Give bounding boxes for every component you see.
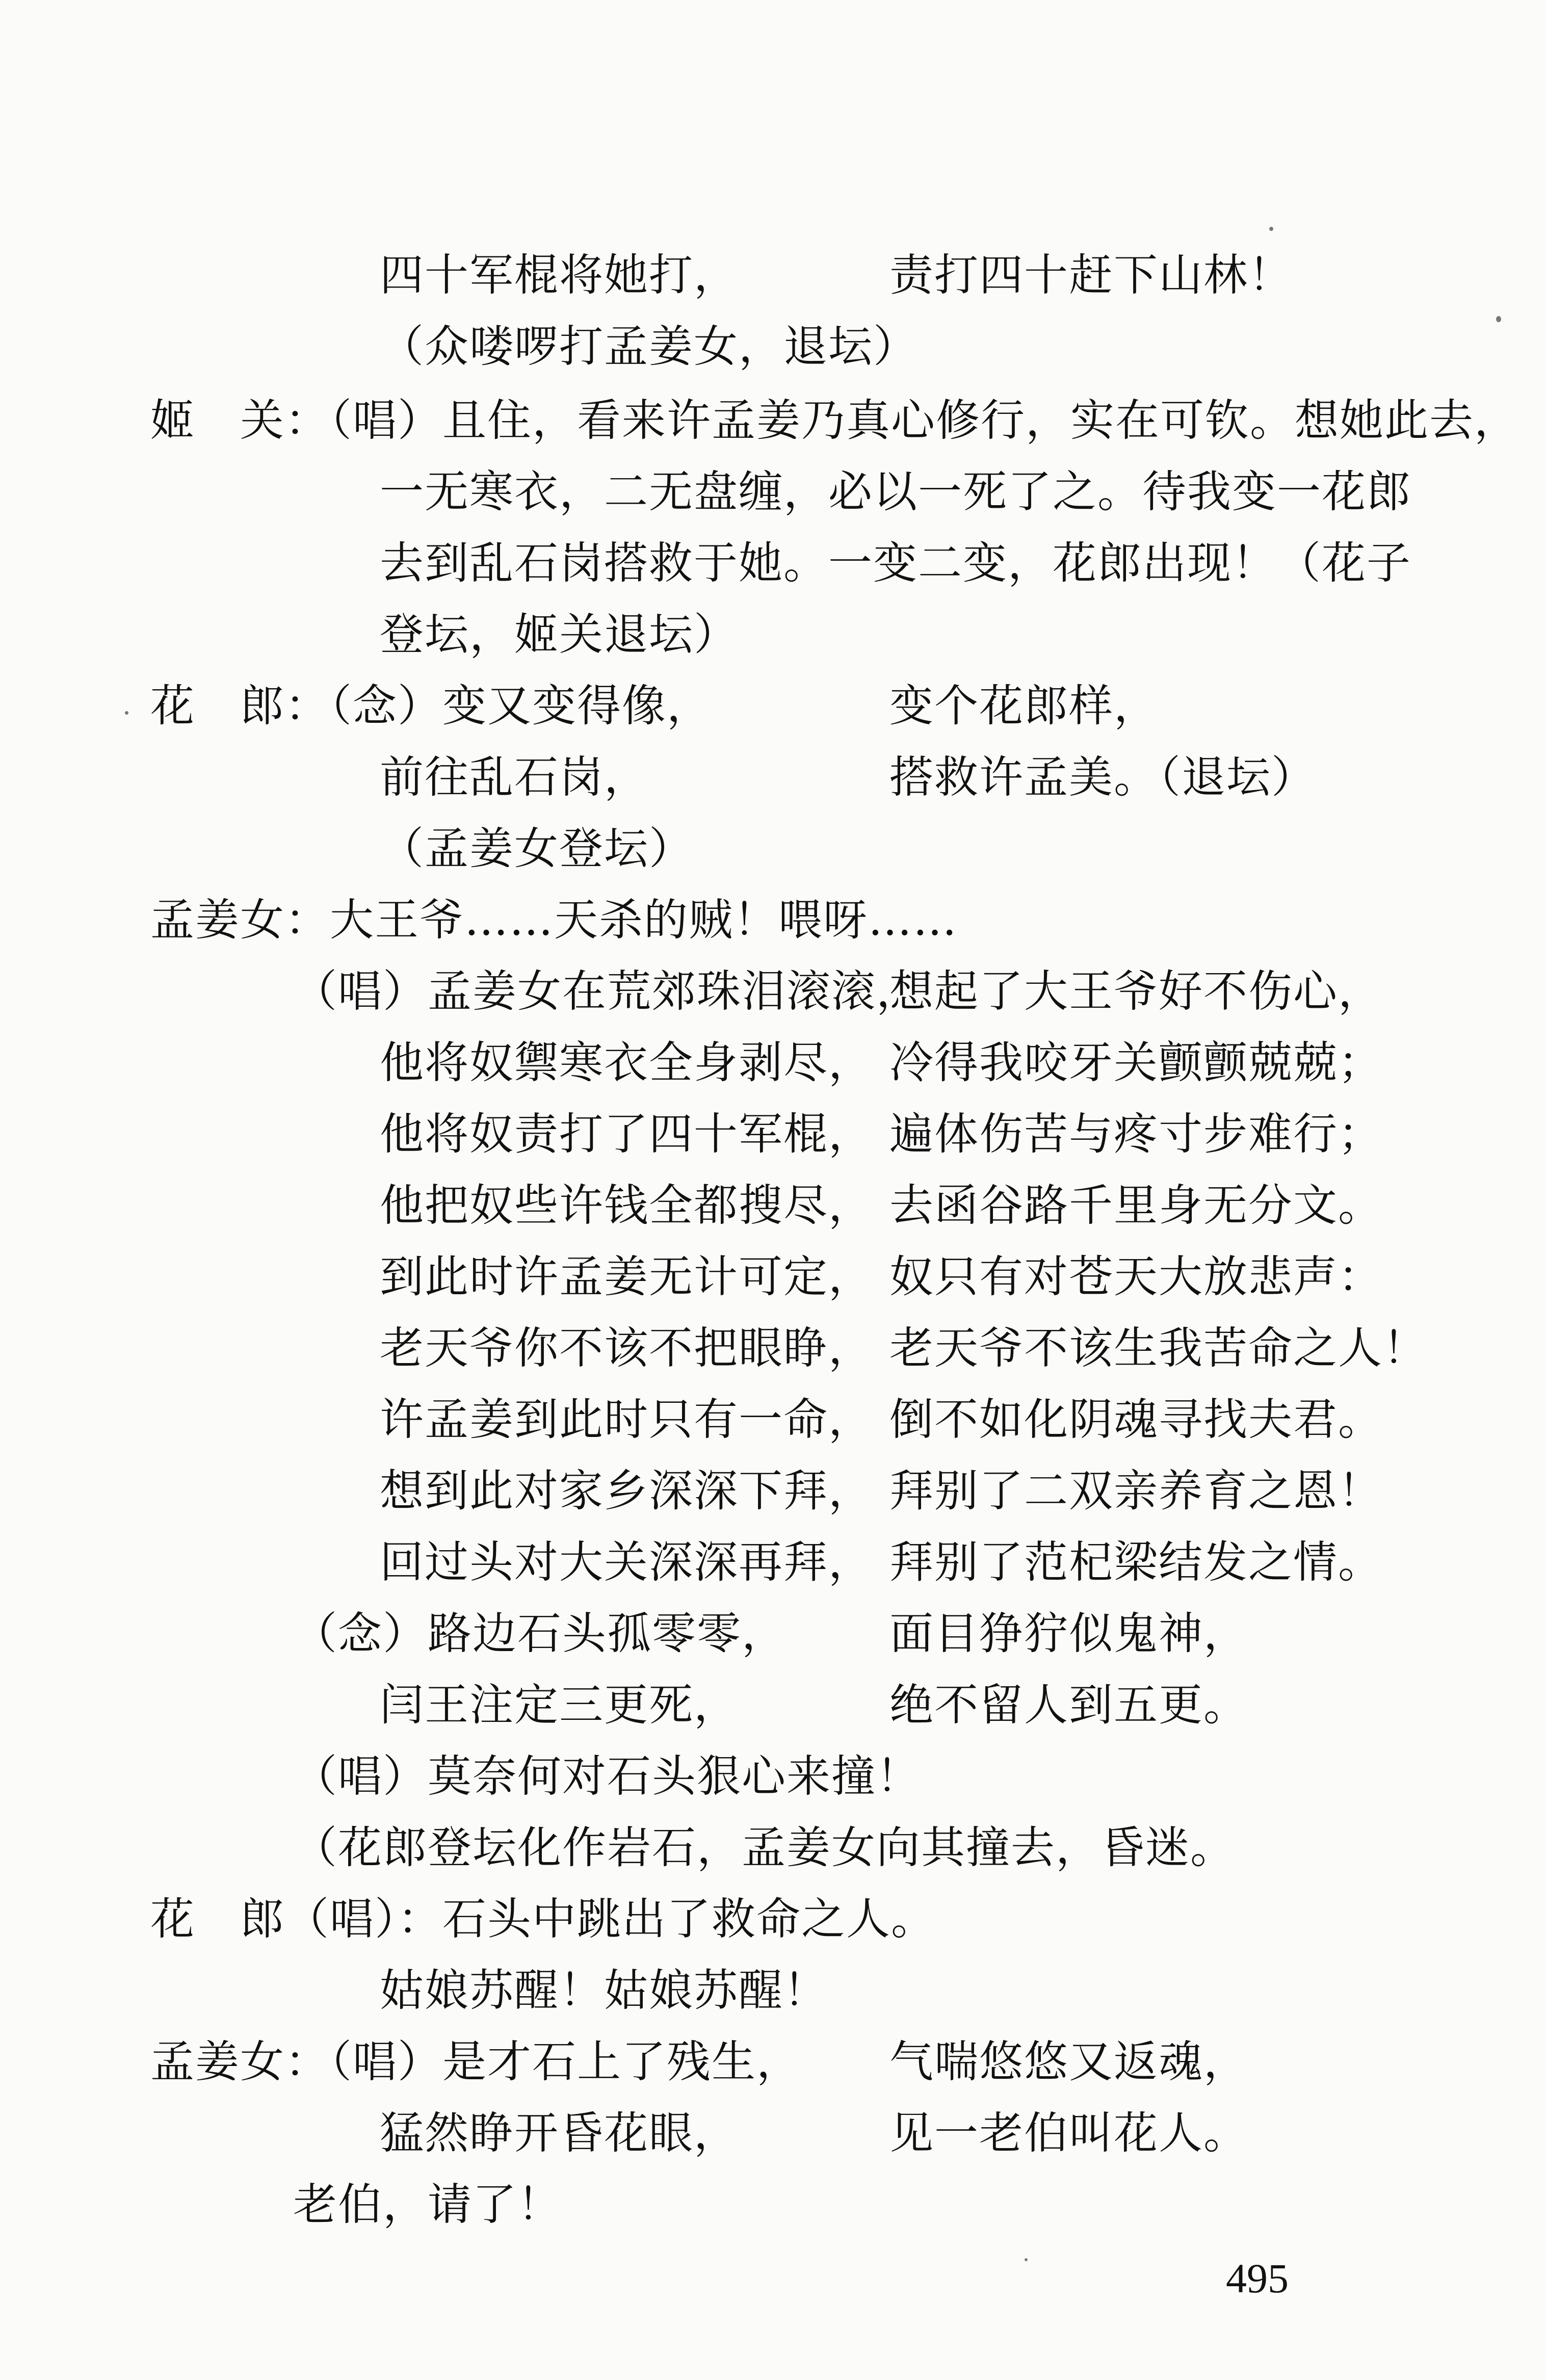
speaker-line: 孟姜女：大王爷……天杀的贼！喂呀…… bbox=[150, 895, 958, 946]
scan-speck bbox=[125, 711, 128, 715]
text-line: 老天爷不该生我苦命之人！ bbox=[889, 1323, 1428, 1374]
text-line: 回过头对大关深深再拜， bbox=[380, 1537, 873, 1588]
speaker-line: 孟姜女：（唱）是才石上了残生， bbox=[150, 2036, 801, 2087]
text-line: 搭救许孟美。（退坛） bbox=[889, 752, 1316, 803]
text-line: 绝不留人到五更。 bbox=[889, 1680, 1248, 1731]
text-line: 登坛，姬关退坛） bbox=[380, 609, 739, 660]
text-line: 见一老伯叫花人。 bbox=[889, 2108, 1248, 2159]
text-line: 变个花郎样， bbox=[889, 681, 1159, 731]
text-line: （唱）莫奈何对石头狠心来撞！ bbox=[293, 1751, 921, 1802]
stage-direction: （众喽啰打孟姜女，退坛） bbox=[380, 321, 918, 372]
stage-direction: （花郎登坛化作岩石，孟姜女向其撞去，昏迷。 bbox=[293, 1822, 1235, 1873]
stage-direction: （孟姜女登坛） bbox=[380, 823, 694, 874]
text-line: （唱）孟姜女在荒郊珠泪滚滚， bbox=[293, 966, 921, 1017]
text-line: 去函谷路千里身无分文。 bbox=[889, 1180, 1383, 1231]
scan-speck bbox=[1269, 227, 1273, 231]
text-line: 遍体伤苦与疼寸步难行； bbox=[889, 1109, 1383, 1160]
text-line: 去到乱石岗搭救于她。一变二变，花郎出现！（花子 bbox=[380, 538, 1411, 589]
scan-speck bbox=[1025, 2258, 1028, 2261]
text-line: 老伯，请了！ bbox=[293, 2179, 562, 2230]
text-line: 许孟姜到此时只有一命， bbox=[380, 1394, 873, 1445]
speaker-line: 姬 关：（唱）且住，看来许孟姜乃真心修行，实在可钦。想她此去， bbox=[150, 395, 1519, 446]
text-line: 猛然睁开昏花眼， bbox=[380, 2108, 739, 2159]
text-line: 奴只有对苍天大放悲声： bbox=[889, 1251, 1383, 1302]
scan-speck bbox=[1496, 316, 1501, 322]
text-line: 倒不如化阴魂寻找夫君。 bbox=[889, 1394, 1383, 1445]
text-line: 责打四十赶下山林！ bbox=[889, 250, 1293, 301]
text-line: 想起了大王爷好不伤心， bbox=[889, 966, 1383, 1017]
text-line: 老天爷你不该不把眼睁， bbox=[380, 1323, 873, 1374]
text-line: 一无寒衣，二无盘缠，必以一死了之。待我变一花郎 bbox=[380, 466, 1411, 517]
speaker-line: 花 郎：（念）变又变得像， bbox=[150, 681, 712, 731]
text-line: 气喘悠悠又返魂， bbox=[889, 2036, 1248, 2087]
text-line: 姑娘苏醒！姑娘苏醒！ bbox=[380, 1965, 828, 2016]
text-line: 四十军棍将她打， bbox=[380, 250, 739, 301]
text-line: 冷得我咬牙关颤颤兢兢； bbox=[889, 1037, 1383, 1088]
text-line: 想到此对家乡深深下拜， bbox=[380, 1466, 873, 1516]
text-line: 他把奴些许钱全都搜尽， bbox=[380, 1180, 873, 1231]
text-line: （念）路边石头孤零零， bbox=[293, 1608, 787, 1659]
text-line: 他将奴责打了四十军棍， bbox=[380, 1109, 873, 1160]
text-line: 他将奴禦寒衣全身剥尽， bbox=[380, 1037, 873, 1088]
text-line: 面目狰狞似鬼神， bbox=[889, 1608, 1248, 1659]
text-line: 拜别了范杞梁结发之情。 bbox=[889, 1537, 1383, 1588]
speaker-line: 花 郎（唱）：石头中跳出了救命之人。 bbox=[150, 1894, 936, 1945]
text-line: 闫王注定三更死， bbox=[380, 1680, 739, 1731]
page-number: 495 bbox=[1226, 2255, 1289, 2301]
text-line: 到此时许孟姜无计可定， bbox=[380, 1251, 873, 1302]
text-line: 拜别了二双亲养育之恩！ bbox=[889, 1466, 1383, 1516]
text-line: 前往乱石岗， bbox=[380, 752, 649, 803]
